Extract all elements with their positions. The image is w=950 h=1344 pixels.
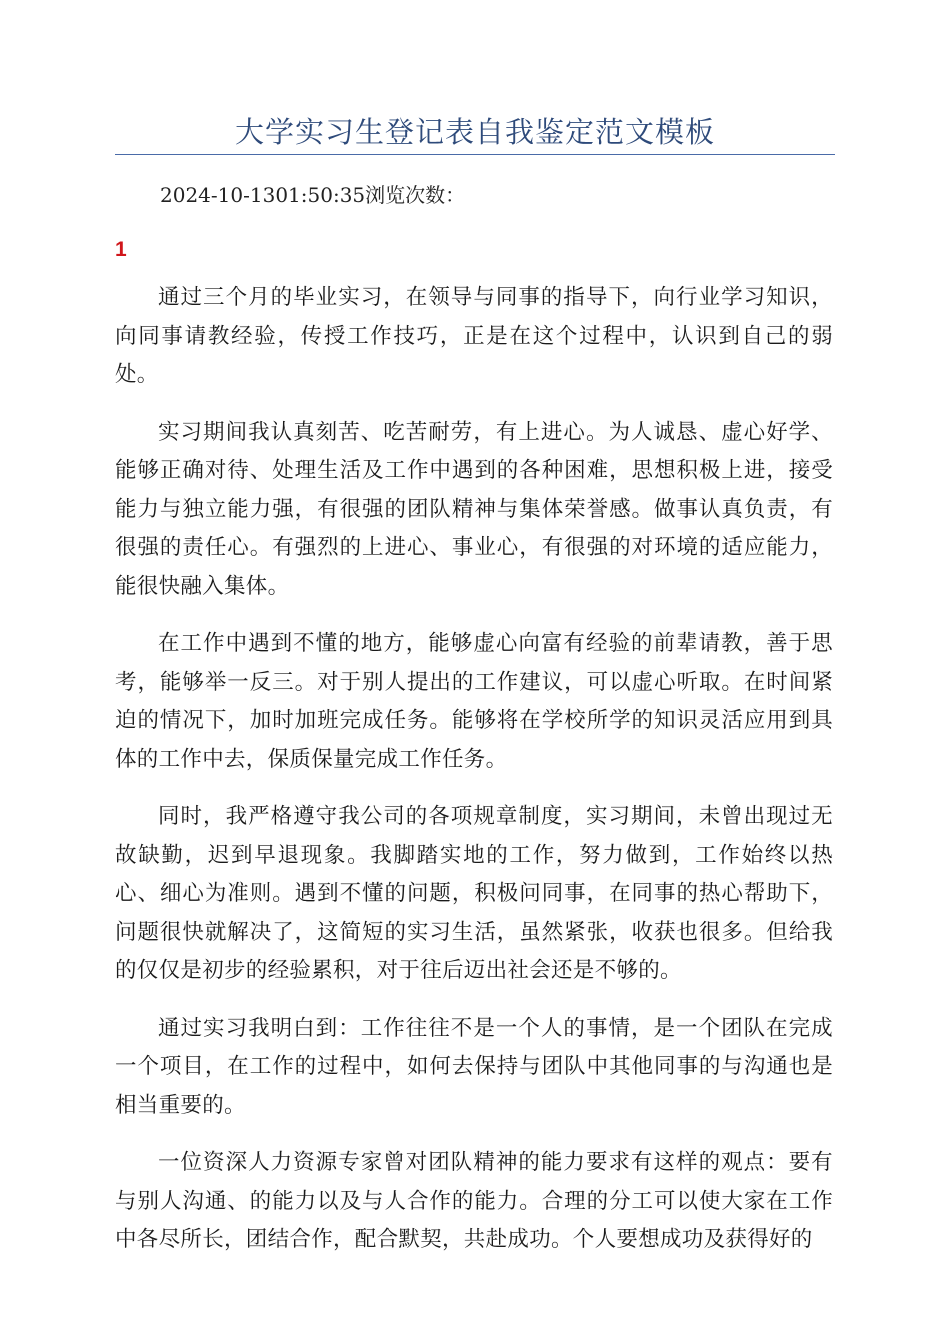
publish-meta: 2024-10-1301:50:35浏览次数： bbox=[160, 183, 466, 207]
title-underline bbox=[115, 154, 835, 155]
section-number: 1 bbox=[115, 238, 127, 261]
paragraph: 通过三个月的毕业实习，在领导与同事的指导下，向行业学习知识，向同事请教经验，传授工作技巧，正是在这个过程中，认识到自己的弱处。 bbox=[115, 285, 833, 387]
paragraph: 在工作中遇到不懂的地方，能够虚心向富有经验的前辈请教，善于思考，能够举一反三。对于别人提出的工作建议，可以虚心听取。在时间紧迫的情况下，加时加班完成任务。能够将在学校所学的知识灵活应用到具体的工作中去，保质保量完成工作任务。 bbox=[115, 631, 833, 772]
paragraph: 通过实习我明白到：工作往往不是一个人的事情，是一个团队在完成一个项目，在工作的过程中，如何去保持与团队中其他同事的与沟通也是相当重要的。 bbox=[115, 1015, 833, 1118]
paragraph: 一位资深人力资源专家曾对团队精神的能力要求有这样的观点：要有与别人沟通、的能力以及与人合作的能力。合理的分工可以使大家在工作中各尽所长，团结合作，配合默契，共赴成功。个人要想成功及获得好的 bbox=[115, 1150, 833, 1252]
document-body bbox=[115, 279, 833, 1279]
document-title: 大学实习生登记表自我鉴定范文模板 bbox=[234, 115, 715, 149]
paragraph: 实习期间我认真刻苦、吃苦耐劳，有上进心。为人诚恳、虚心好学、能够正确对待、处理生活及工作中遇到的各种困难，思想积极上进，接受能力与独立能力强，有很强的团队精神与集体荣誉感。做事认真负责，有很强的责任心。有强烈的上进心、事业心，有很强的对环境的适应能力，能很快融入集体。 bbox=[115, 419, 833, 599]
paragraph: 同时，我严格遵守我公司的各项规章制度，实习期间，未曾出现过无故缺勤，迟到早退现象。我脚踏实地的工作，努力做到，工作始终以热心、细心为准则。遇到不懂的问题，积极问同事，在同事的热心帮助下，问题很快就解决了，这简短的实习生活，虽然紧张，收获也很多。但给我的仅仅是初步的经验累积，对于往后迈出社会还是不够的。 bbox=[115, 804, 833, 983]
